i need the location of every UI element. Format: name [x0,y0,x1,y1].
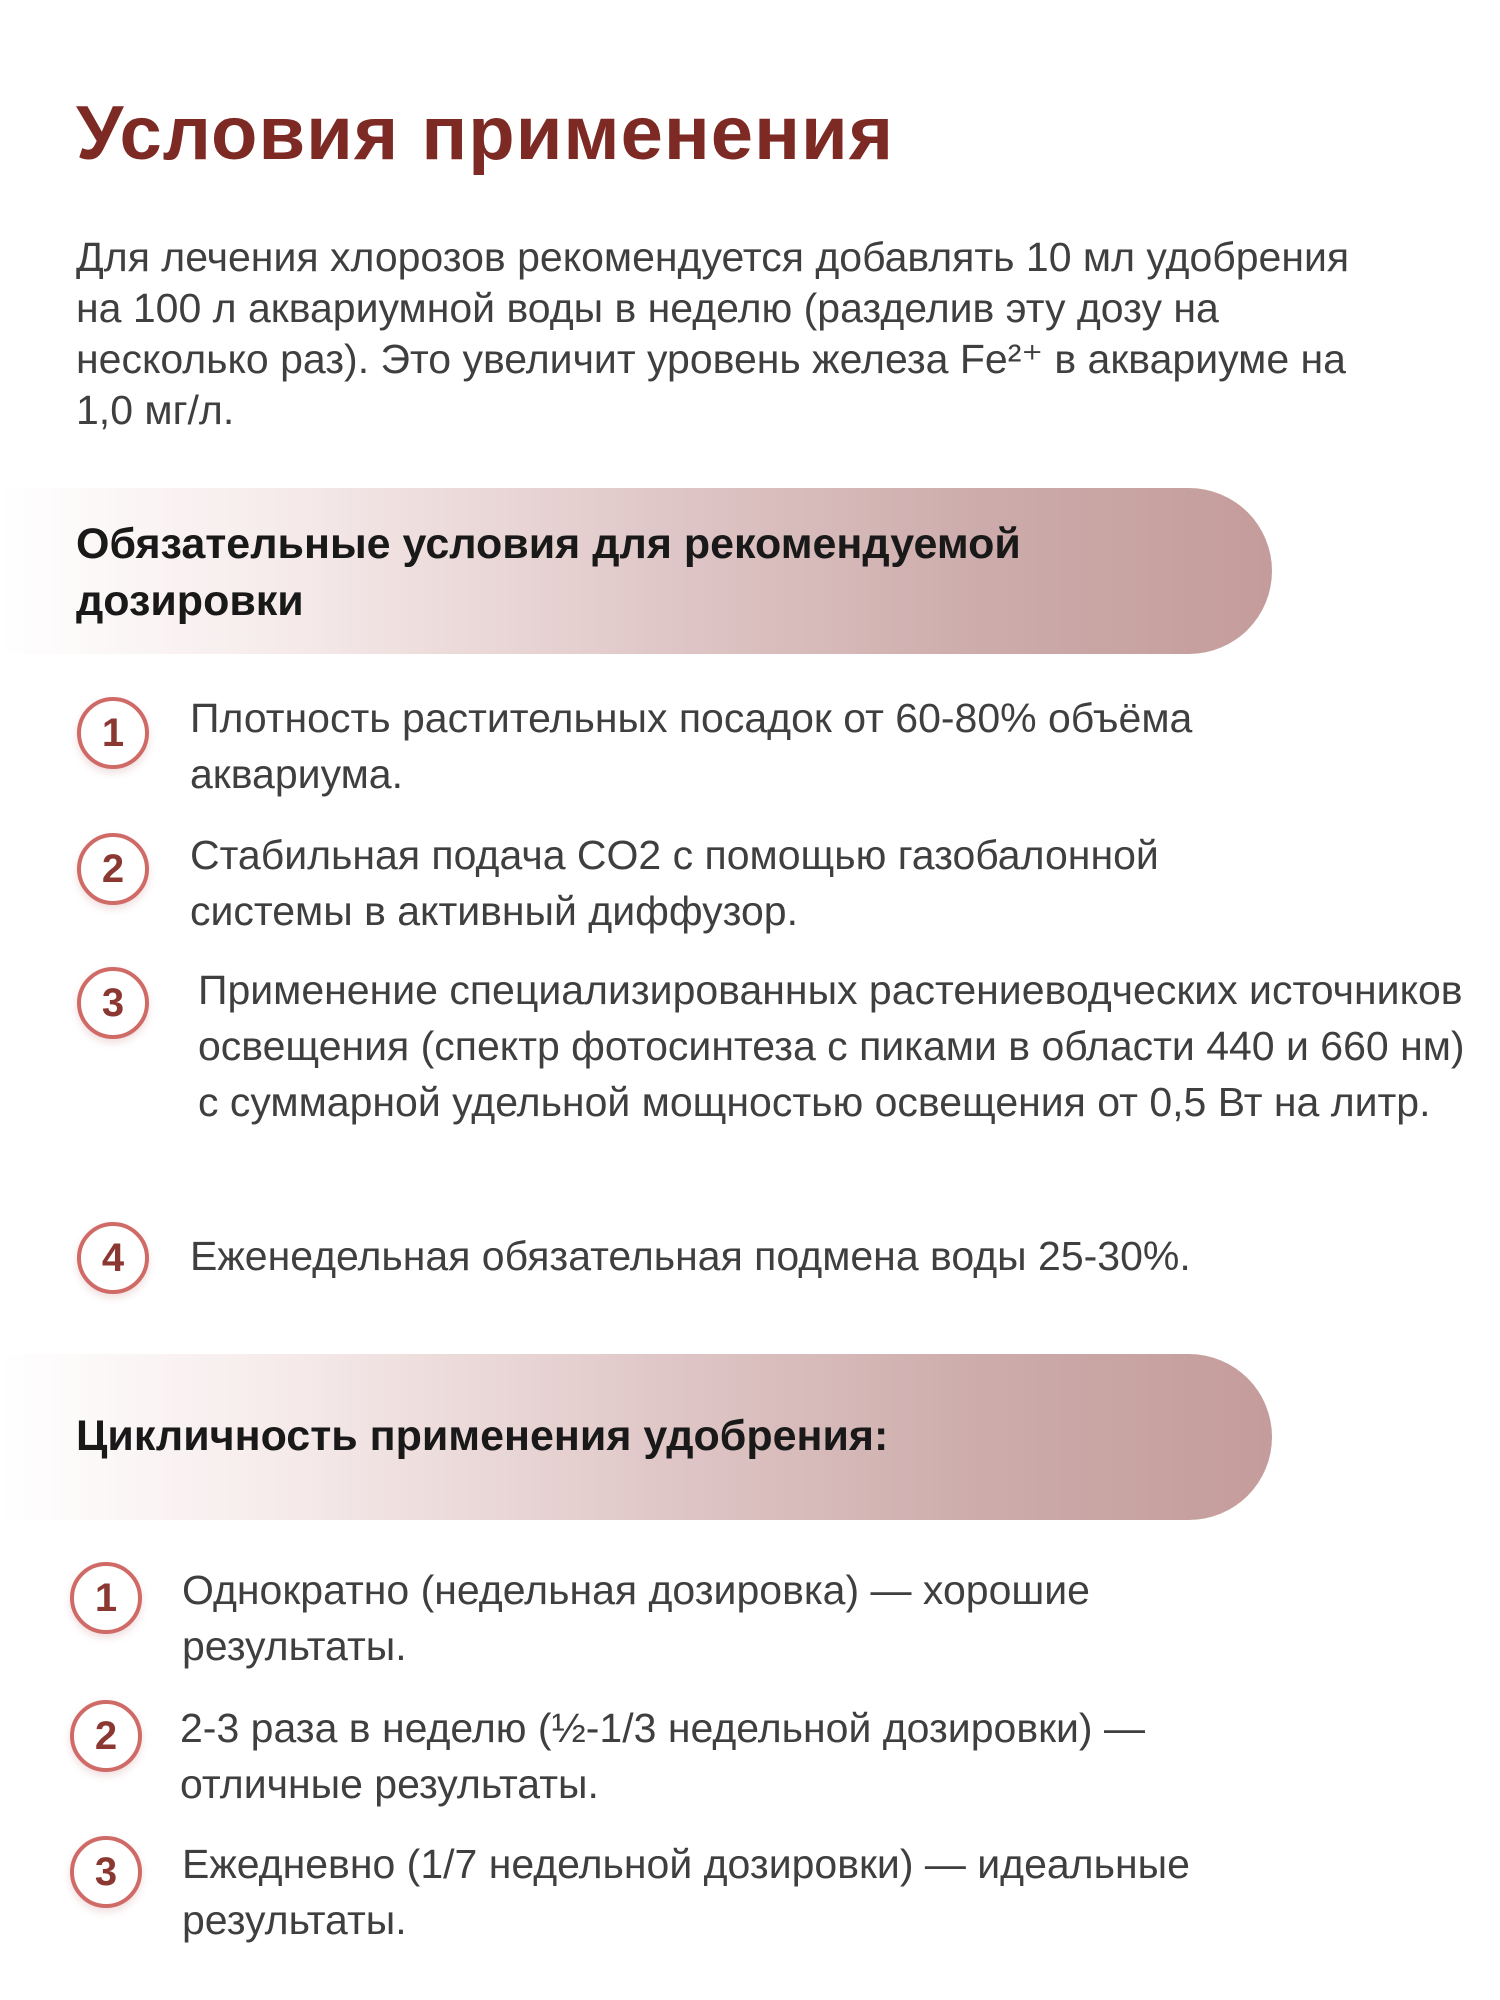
mandatory-conditions-banner [0,488,1272,654]
condition-text: Плотность растительных посадок от 60-80% объёма аквариума. [190,695,1193,797]
number-badge: 1 [77,697,149,769]
condition-text: Применение специализированных растениеводческих источников освещения (спектр фотосинтеза с пиками в области 440 и 660 нм) с суммарной удельной мощностью освещения от 0,5 Вт на литр. [198,967,1465,1125]
page-title: Условия применения [76,91,895,176]
condition-text: Стабильная подача CO2 с помощью газобалонной системы в активный диффузор. [190,832,1159,934]
mandatory-conditions-title: Обязательные условия для рекомендуемой дозировки [76,520,1021,625]
condition-text: Еженедельная обязательная подмена воды 25-30%. [190,1233,1191,1279]
number-badge: 4 [77,1222,149,1294]
application-cycle-title: Цикличность применения удобрения: [76,1412,889,1460]
application-cycle-banner [0,1354,1272,1520]
number-badge: 2 [70,1700,142,1772]
number-badge: 2 [77,833,149,905]
number-badge: 1 [70,1562,142,1634]
intro-paragraph: Для лечения хлорозов рекомендуется добавлять 10 мл удобрения на 100 л аквариумной воды в неделю (разделив эту дозу на несколько раз). Это увеличит уровень железа Fe²⁺ в аквариуме на 1,0 мг/л. [76,234,1350,433]
cycle-text: 2-3 раза в неделю (½-1/3 недельной дозировки) — отличные результаты. [180,1705,1145,1807]
number-badge: 3 [70,1836,142,1908]
number-badge: 3 [77,967,149,1039]
cycle-text: Ежедневно (1/7 недельной дозировки) — идеальные результаты. [182,1841,1190,1943]
cycle-text: Однократно (недельная дозировка) — хорошие результаты. [182,1567,1090,1669]
